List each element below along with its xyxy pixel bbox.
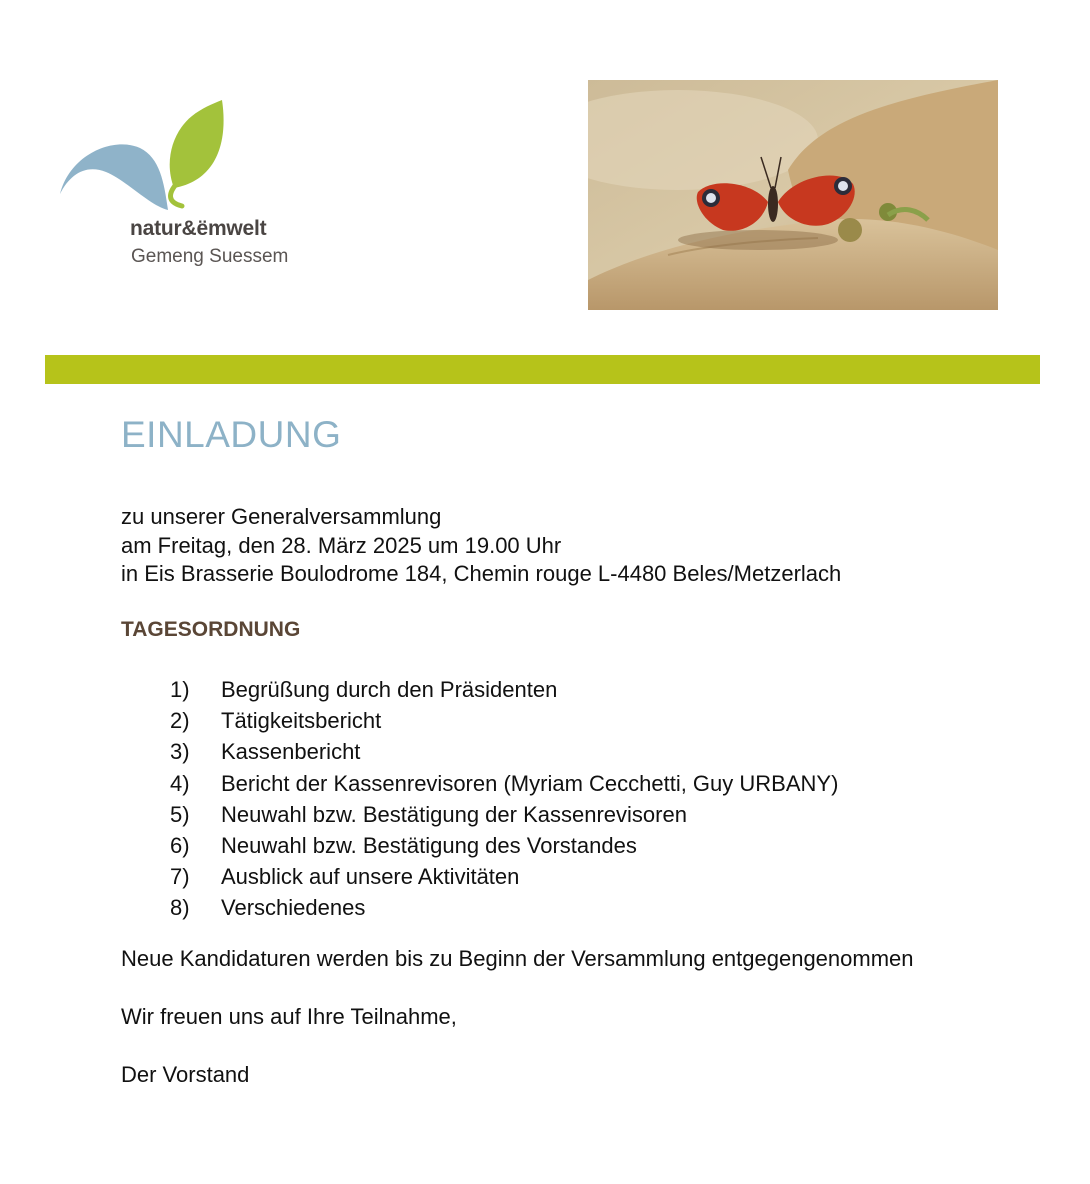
leaf-logo-icon [56, 96, 306, 216]
closing-text: Wir freuen uns auf Ihre Teilnahme, [121, 1004, 457, 1029]
agenda-item [170, 674, 838, 705]
signature: Der Vorstand [121, 1062, 250, 1087]
agenda-item [170, 861, 838, 892]
agenda-item [170, 892, 838, 923]
agenda-item [170, 705, 838, 736]
agenda-item-text: Kassenbericht [221, 739, 361, 765]
agenda-item-text: Neuwahl bzw. Bestätigung der Kassenrevisoren [221, 801, 687, 827]
agenda-item-text: Bericht der Kassenrevisoren (Myriam Cecchetti, Guy URBANY) [221, 770, 839, 796]
intro-date-line: am Freitag, den 28. März 2025 um 19.00 Uhr [121, 532, 562, 558]
intro-location-line: in Eis Brasserie Boulodrome 184, Chemin rouge L-4480 Beles/Metzerlach [121, 561, 842, 586]
page-title: EINLADUNG [121, 414, 342, 455]
agenda-list [170, 674, 838, 924]
agenda-item-number: 6) [170, 832, 190, 858]
agenda-item-number: 4) [170, 770, 190, 796]
logo-subtitle: Gemeng Suessem [131, 246, 289, 267]
agenda-item-text: Ausblick auf unsere Aktivitäten [221, 864, 520, 890]
agenda-item [170, 799, 838, 830]
agenda-item-number: 7) [170, 864, 190, 890]
intro-line: zu unserer Generalversammlung [121, 504, 442, 529]
agenda-item-text: Neuwahl bzw. Bestätigung des Vorstandes [221, 832, 637, 858]
agenda-item-text: Verschiedenes [221, 895, 366, 921]
agenda-item [170, 736, 838, 767]
agenda-item-number: 3) [170, 739, 190, 765]
agenda-item [170, 768, 838, 799]
agenda-item-text: Begrüßung durch den Präsidenten [221, 677, 558, 702]
invitation-details [121, 503, 841, 589]
organization-logo [56, 96, 306, 276]
candidacy-notice: Neue Kandidaturen werden bis zu Beginn der Versammlung entgegengenommen [121, 946, 914, 971]
agenda-heading: TAGESORDNUNG [121, 618, 301, 641]
agenda-item-number: 8) [170, 895, 190, 921]
agenda-item-number: 2) [170, 708, 190, 734]
agenda-item-text: Tätigkeitsbericht [221, 708, 382, 734]
agenda-item-number: 5) [170, 801, 190, 827]
agenda-item [170, 830, 838, 861]
header-band [45, 355, 1040, 384]
agenda-item-number: 1) [170, 677, 190, 702]
logo-name: natur&ëmwelt [130, 217, 267, 240]
butterfly-photo [588, 80, 998, 310]
